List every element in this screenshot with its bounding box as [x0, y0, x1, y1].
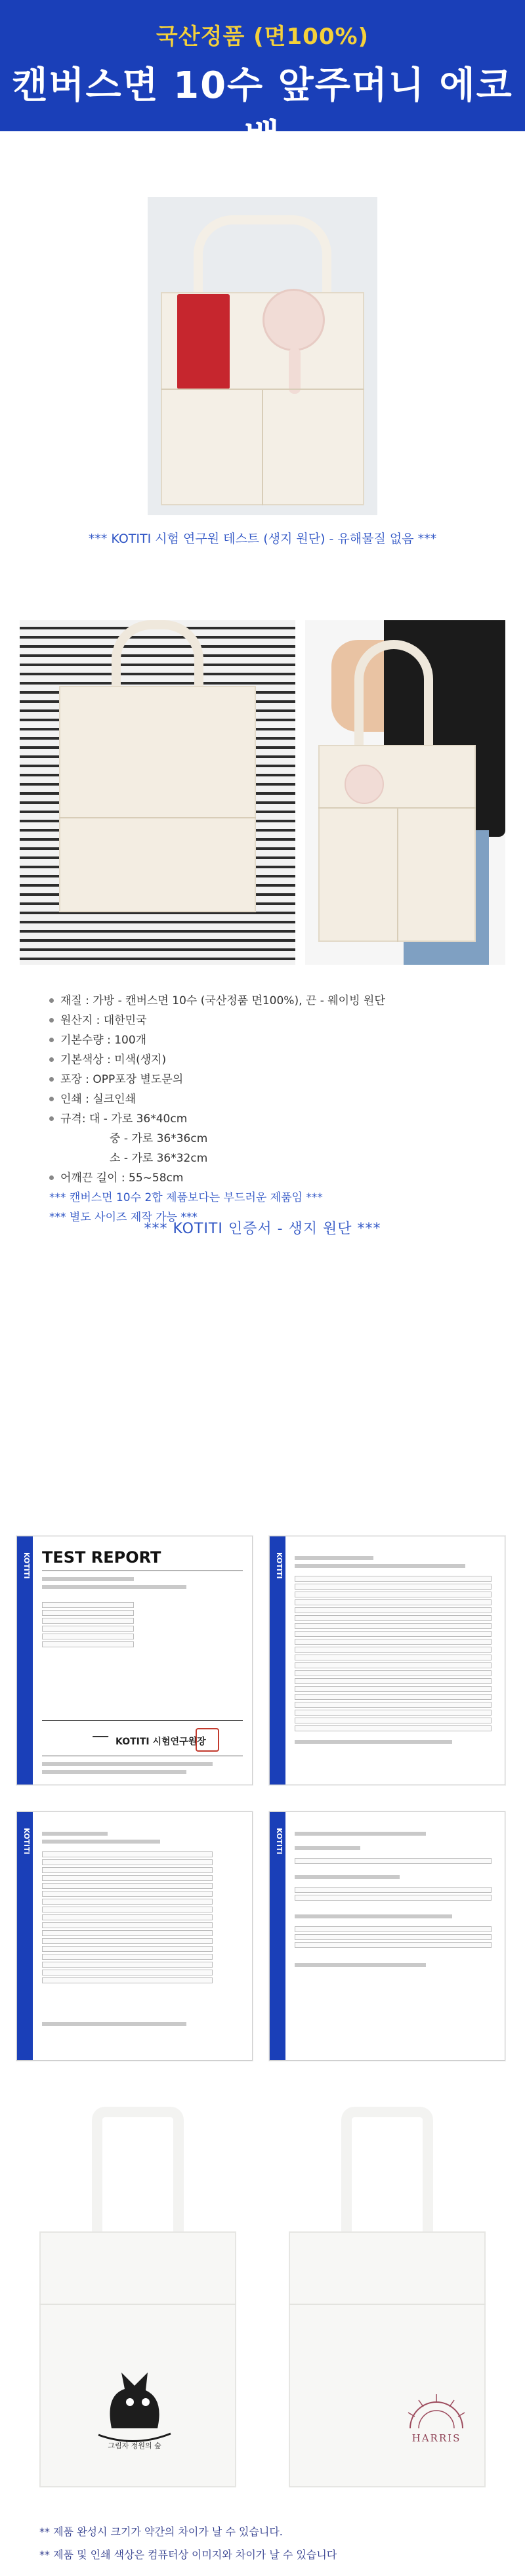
spec-text: 어깨끈 길이 : 55~58cm — [60, 1172, 184, 1185]
doc-table-cell — [295, 1615, 492, 1621]
doc-table-cell — [42, 1977, 213, 1983]
doc-table-cell — [42, 1618, 134, 1624]
doc-rule — [42, 1720, 243, 1721]
doc-table-cell — [295, 1702, 492, 1708]
fan-handle — [289, 348, 301, 394]
doc-table-cell — [295, 1942, 492, 1948]
product-photo-bag-front — [20, 620, 295, 965]
printed-bag-left — [39, 2107, 236, 2494]
test-report-page-1 — [16, 1536, 253, 1785]
doc-table-cell — [295, 1670, 492, 1676]
doc-text-line — [42, 1832, 108, 1836]
doc-text-line — [295, 1832, 426, 1836]
bullet-icon — [49, 1097, 54, 1101]
spec-text: 기본수량 : 100개 — [60, 1034, 147, 1047]
doc-table-cell — [295, 1678, 492, 1684]
bag-strap — [341, 2107, 433, 2245]
doc-table-cell — [42, 1954, 213, 1960]
spec-size-medium: 중 - 가로 36*36cm — [110, 1132, 208, 1145]
doc-table-cell — [295, 1599, 492, 1605]
footnote-color: ** 제품 및 인쇄 색상은 컴퓨터상 이미지와 차이가 날 수 있습니다 — [39, 2548, 337, 2561]
doc-text-line — [295, 1914, 452, 1918]
spec-text: 원산지 : 대한민국 — [60, 1014, 147, 1027]
doc-sidebar — [270, 1812, 285, 2060]
spec-item — [49, 1030, 476, 1050]
official-stamp — [196, 1728, 219, 1752]
doc-side-label: KOTITI — [275, 1828, 284, 1855]
doc-table-cell — [295, 1858, 492, 1864]
test-report-page-4 — [269, 1811, 505, 2061]
spec-list — [49, 991, 476, 1227]
doc-text-line — [42, 1770, 186, 1774]
spec-text: 규격: 대 - 가로 36*40cm — [60, 1112, 188, 1126]
cert-section-title: *** KOTITI 인증서 - 생지 원단 *** — [144, 1221, 381, 1237]
doc-table-cell — [42, 1899, 213, 1905]
fan-head — [345, 765, 384, 804]
doc-table-cell — [295, 1725, 492, 1731]
doc-table-cell — [295, 1584, 492, 1590]
spec-text: 기본색상 : 미색(생지) — [60, 1053, 167, 1066]
doc-table-cell — [42, 1970, 213, 1975]
red-book — [177, 294, 230, 389]
fan-head — [262, 289, 325, 351]
doc-table-cell — [295, 1607, 492, 1613]
doc-table-cell — [295, 1655, 492, 1660]
doc-side-label: KOTITI — [22, 1828, 31, 1855]
doc-table-cell — [295, 1926, 492, 1932]
sunburst-icon — [400, 2389, 472, 2435]
doc-table-cell — [42, 1883, 213, 1889]
doc-text-line — [42, 1585, 186, 1589]
note-custom-size: *** 별도 사이즈 제작 가능 *** — [49, 1211, 198, 1224]
doc-table-cell — [295, 1631, 492, 1637]
bullet-icon — [49, 1077, 54, 1082]
spec-item — [49, 1109, 476, 1129]
doc-text-line — [295, 1846, 360, 1850]
hero-subtitle: 국산정품 (면100%) — [156, 24, 369, 50]
spec-item — [49, 991, 476, 1011]
spec-size-small: 소 - 가로 36*32cm — [110, 1152, 208, 1165]
test-report-page-3 — [16, 1811, 253, 2061]
doc-table-cell — [295, 1710, 492, 1716]
doc-text-line — [295, 1875, 400, 1879]
model-photo-shoulder-bag — [305, 620, 505, 965]
bag-strap — [92, 2107, 184, 2245]
product-photo-bag-with-items — [148, 197, 377, 515]
note-soft-fabric: *** 캔버스면 10수 2합 제품보다는 부드러운 제품임 *** — [49, 1191, 323, 1204]
doc-sidebar — [17, 1536, 33, 1784]
hero-banner — [0, 0, 525, 159]
bullet-icon — [49, 1038, 54, 1042]
spec-item — [49, 1070, 476, 1089]
logo-text-left: 그림자 정원의 숲 — [108, 2441, 161, 2450]
doc-table-cell — [295, 1647, 492, 1653]
doc-text-line — [42, 1762, 213, 1766]
doc-text-line — [42, 1577, 134, 1581]
pocket-divider — [262, 389, 263, 505]
harris-logo — [400, 2389, 472, 2455]
photo1-caption: *** KOTITI 시험 연구원 테스트 (생지 원단) - 유해물질 없음 *** — [88, 532, 437, 546]
spec-item — [49, 1050, 476, 1070]
doc-table-cell — [42, 1922, 213, 1928]
spec-text: 포장 : OPP포장 별도문의 — [60, 1073, 184, 1086]
bullet-icon — [49, 1116, 54, 1121]
doc-org-name: KOTITI 시험연구원장 — [116, 1737, 206, 1747]
doc-table-cell — [295, 1694, 492, 1700]
doc-table-cell — [42, 1938, 213, 1944]
pocket-seam — [289, 2304, 486, 2305]
logo-text-right: HARRIS — [411, 2432, 461, 2444]
signature — [93, 1725, 113, 1737]
doc-side-label: KOTITI — [22, 1552, 31, 1579]
doc-text-line — [295, 1740, 452, 1744]
doc-table-cell — [42, 1946, 213, 1952]
doc-table-cell — [295, 1718, 492, 1723]
doc-table-cell — [295, 1686, 492, 1692]
doc-table-cell — [295, 1934, 492, 1940]
doc-table-cell — [295, 1639, 492, 1645]
pocket-divider — [397, 807, 398, 942]
doc-table-cell — [42, 1641, 134, 1647]
bullet-icon — [49, 998, 54, 1003]
footnote-size: ** 제품 완성시 크기가 약간의 차이가 날 수 있습니다. — [39, 2525, 283, 2538]
doc-table-cell — [295, 1623, 492, 1629]
spec-text: 재질 : 가방 - 캔버스면 10수 (국산정품 면100%), 끈 - 웨이빙 원단 — [60, 994, 385, 1007]
bullet-icon — [49, 1057, 54, 1062]
doc-table-cell — [42, 1626, 134, 1632]
spec-text: 인쇄 : 실크인쇄 — [60, 1093, 136, 1106]
doc-table-cell — [42, 1610, 134, 1616]
spec-item — [49, 1089, 476, 1109]
doc-side-label: KOTITI — [275, 1552, 284, 1579]
doc-table-cell — [42, 1634, 134, 1639]
doc-table-cell — [295, 1576, 492, 1582]
spec-item — [49, 1011, 476, 1030]
pocket-seam — [59, 817, 256, 818]
bullet-icon — [49, 1018, 54, 1023]
doc-table-cell — [42, 1914, 213, 1920]
hero-title: 캔버스면 10수 앞주머니 에코백 — [12, 64, 513, 159]
doc-sidebar — [17, 1812, 33, 2060]
doc-table-cell — [42, 1875, 213, 1881]
doc-table-cell — [42, 1602, 134, 1608]
doc-sidebar — [270, 1536, 285, 1784]
spec-item — [49, 1168, 476, 1188]
doc-table-cell — [42, 1867, 213, 1873]
doc-table-cell — [42, 1859, 213, 1865]
doc-table-cell — [42, 1907, 213, 1912]
doc-table-cell — [295, 1662, 492, 1668]
doc-title: TEST REPORT — [42, 1548, 161, 1567]
doc-table-cell — [42, 1930, 213, 1936]
bullet-icon — [49, 1175, 54, 1180]
doc-text-line — [42, 2022, 186, 2026]
doc-table-cell — [295, 1592, 492, 1597]
test-report-page-2 — [269, 1536, 505, 1785]
doc-text-line — [295, 1963, 426, 1967]
cat-mascot-logo — [85, 2356, 184, 2455]
doc-table-cell — [295, 1895, 492, 1901]
doc-table-cell — [42, 1851, 213, 1857]
bag-strap — [354, 640, 433, 751]
doc-text-line — [42, 1840, 160, 1844]
pocket-seam — [39, 2304, 236, 2305]
printed-bag-right — [289, 2107, 486, 2494]
doc-text-line — [295, 1556, 373, 1560]
doc-table-cell — [42, 1891, 213, 1897]
doc-table-cell — [42, 1962, 213, 1968]
doc-table-cell — [295, 1887, 492, 1893]
bag-body — [59, 686, 256, 912]
doc-text-line — [295, 1564, 465, 1568]
